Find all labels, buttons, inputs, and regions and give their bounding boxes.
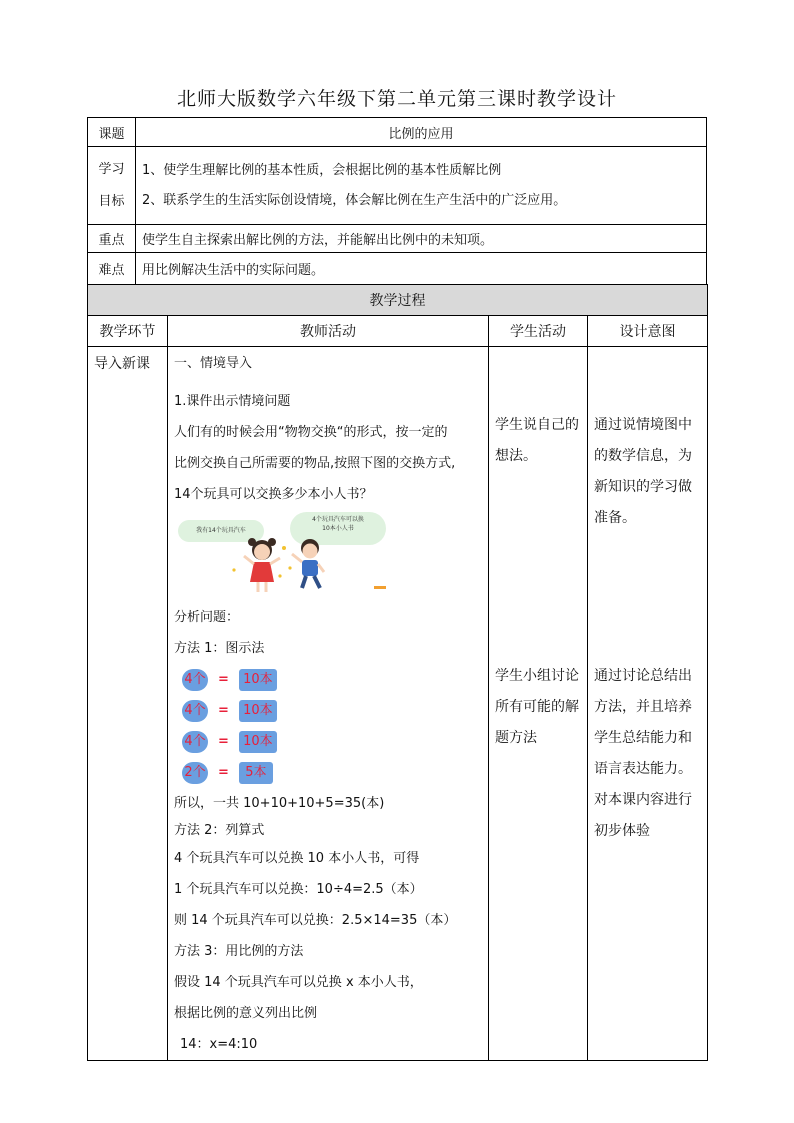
key-point-label: 重点 xyxy=(88,225,136,253)
goals-row xyxy=(88,147,707,225)
student-text: 学生小组讨论 xyxy=(495,668,579,684)
teacher-line: 方法 1：图示法 xyxy=(174,641,265,656)
book-count: 10本 xyxy=(239,700,277,722)
intent-text: 对本课内容进行 xyxy=(594,792,692,808)
intent-text: 通过讨论总结出 xyxy=(594,668,692,684)
goal-item: 2、联系学生的生活实际创设情境，体会解比例在生产生活中的广泛应用。 xyxy=(142,192,567,208)
book-count: 5本 xyxy=(239,762,273,784)
teacher-line: 14个玩具可以交换多少本小人书？ xyxy=(174,487,373,502)
goals-label-line-1: 学习 xyxy=(98,161,125,177)
girl-figure xyxy=(244,538,280,592)
equals-sign: = xyxy=(218,672,229,687)
column-header: 教师活动 xyxy=(168,316,489,347)
process-banner: 教学过程 xyxy=(88,285,708,316)
teacher-line: 4 个玩具汽车可以兑换 10 本小人书，可得 xyxy=(174,851,420,866)
difficulty-row xyxy=(88,253,707,285)
teacher-line: 1.课件出示情境问题 xyxy=(174,394,291,409)
difficulty-value: 用比例解决生活中的实际问题。 xyxy=(136,253,707,285)
column-header: 教学环节 xyxy=(88,316,168,347)
teacher-line: 1 个玩具汽车可以兑换：10÷4=2.5（本） xyxy=(174,882,423,897)
goals-value xyxy=(136,147,707,225)
stage-cell xyxy=(88,347,168,1061)
goals-label xyxy=(88,147,136,225)
book-icon xyxy=(374,586,386,589)
teacher-line: 方法 3：用比例的方法 xyxy=(174,944,304,959)
book-count: 10本 xyxy=(239,731,277,753)
key-point-row xyxy=(88,225,707,253)
student-text: 所有可能的解 xyxy=(495,699,579,715)
intent-text: 通过说情境图中 xyxy=(594,417,692,433)
speech-bubble-left: 我有14个玩具汽车 xyxy=(178,520,264,542)
teaching-process-table xyxy=(87,284,708,1061)
section-heading: 一、情境导入 xyxy=(174,356,253,371)
picture-method-diagram xyxy=(174,664,482,788)
intent-text: 新知识的学习做 xyxy=(594,479,692,495)
book-count: 10本 xyxy=(239,669,277,691)
lesson-info-table xyxy=(87,117,707,285)
difficulty-label: 难点 xyxy=(88,253,136,285)
proportion-equation: 14：x=4:10 xyxy=(180,1037,258,1052)
toy-count: 4个 xyxy=(182,669,208,691)
goal-item: 1、使学生理解比例的基本性质，会根据比例的基本性质解比例 xyxy=(142,162,502,178)
equals-sign: = xyxy=(218,734,229,749)
topic-value: 比例的应用 xyxy=(136,118,707,147)
toy-count: 4个 xyxy=(182,700,208,722)
intro-row xyxy=(88,347,708,1061)
bubble-right-line: 4个玩具汽车可以换 xyxy=(312,516,364,523)
exchange-illustration xyxy=(174,512,482,596)
teacher-line: 比例交换自己所需要的物品,按照下图的交换方式, xyxy=(174,456,456,471)
toy-count: 4个 xyxy=(182,731,208,753)
toy-count: 2个 xyxy=(182,762,208,784)
stage-name: 导入新课 xyxy=(94,356,150,372)
diagram-row xyxy=(174,726,482,757)
intent-text: 学生总结能力和 xyxy=(594,730,692,746)
teacher-line: 人们有的时候会用“物物交换“的形式，按一定的 xyxy=(174,425,448,440)
diagram-row xyxy=(174,757,482,788)
diagram-row xyxy=(174,664,482,695)
intent-text: 方法，并且培养 xyxy=(594,699,692,715)
topic-row xyxy=(88,118,707,147)
teacher-line: 方法 2：列算式 xyxy=(174,823,265,838)
column-header: 学生活动 xyxy=(489,316,588,347)
equals-sign: = xyxy=(218,765,229,780)
column-header-row xyxy=(88,316,708,347)
teacher-line: 分析问题： xyxy=(174,610,240,625)
intent-text: 的数学信息，为 xyxy=(594,448,692,464)
column-header: 设计意图 xyxy=(588,316,708,347)
student-activity-cell xyxy=(489,347,588,1061)
key-point-value: 使学生自主探索出解比例的方法，并能解出比例中的未知项。 xyxy=(136,225,707,253)
teacher-line: 根据比例的意义列出比例 xyxy=(174,1006,318,1021)
design-intent-cell xyxy=(588,347,708,1061)
teacher-line: 所以，一共 10+10+10+5=35(本) xyxy=(174,796,385,811)
topic-label: 课题 xyxy=(88,118,136,147)
student-text: 学生说自己的 xyxy=(495,417,579,433)
boy-figure xyxy=(292,539,324,588)
teacher-line: 则 14 个玩具汽车可以兑换：2.5×14=35（本） xyxy=(174,913,457,928)
goals-label-line-2: 目标 xyxy=(98,193,125,209)
document-title: 北师大版数学六年级下第二单元第三课时教学设计 xyxy=(176,88,617,110)
bubble-right-line: 10本小人书 xyxy=(322,525,354,532)
intent-text: 准备。 xyxy=(594,510,636,526)
process-banner-row xyxy=(88,285,708,316)
student-text: 题方法 xyxy=(495,730,537,746)
diagram-row xyxy=(174,695,482,726)
intent-text: 语言表达能力。 xyxy=(594,761,692,777)
student-text: 想法。 xyxy=(495,448,537,464)
kids-illustration xyxy=(174,512,404,596)
intent-text: 初步体验 xyxy=(594,823,650,839)
equals-sign: = xyxy=(218,703,229,718)
teacher-activity-cell xyxy=(168,347,489,1061)
teacher-line: 假设 14 个玩具汽车可以兑换 x 本小人书， xyxy=(174,975,423,990)
